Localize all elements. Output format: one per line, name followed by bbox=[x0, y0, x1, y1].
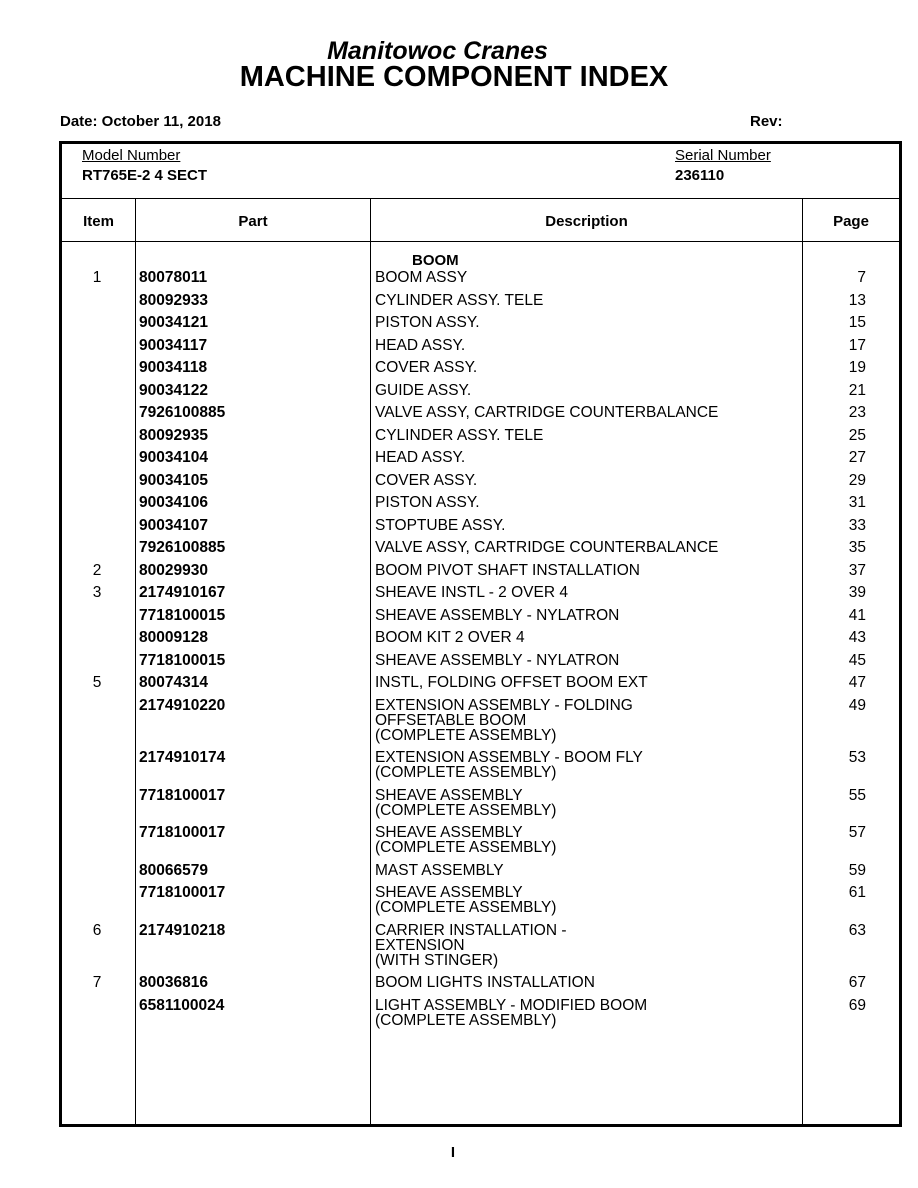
row-page-number: 33 bbox=[848, 516, 866, 534]
row-description-line: HEAD ASSY. bbox=[375, 336, 466, 354]
row-description-line: BOOM PIVOT SHAFT INSTALLATION bbox=[375, 561, 640, 579]
row-description bbox=[375, 405, 795, 420]
column-divider-description bbox=[802, 199, 803, 1124]
document-date: Date: October 11, 2018 bbox=[60, 113, 221, 130]
row-page-number: 41 bbox=[848, 606, 866, 624]
column-header-page: Page bbox=[833, 213, 869, 230]
row-description-line: OFFSETABLE BOOM bbox=[375, 711, 527, 729]
row-part-number: 80036816 bbox=[139, 974, 208, 991]
row-page-number: 23 bbox=[848, 404, 866, 421]
row-part-number: 2174910220 bbox=[139, 696, 226, 714]
row-description bbox=[375, 608, 795, 623]
header-separator bbox=[62, 241, 899, 242]
row-description-line: SHEAVE ASSEMBLY bbox=[375, 824, 523, 841]
row-description-line: (COMPLETE ASSEMBLY) bbox=[375, 726, 557, 744]
row-part-number: 90034105 bbox=[139, 471, 208, 489]
row-description-line: EXTENSION ASSEMBLY - FOLDING bbox=[375, 696, 633, 714]
row-page-number: 15 bbox=[848, 314, 866, 331]
row-description-line: LIGHT ASSEMBLY - MODIFIED BOOM bbox=[375, 996, 648, 1014]
row-description bbox=[375, 383, 795, 398]
row-description bbox=[375, 788, 795, 818]
row-part-number: 7718100015 bbox=[139, 651, 226, 669]
model-number-value: RT765E-2 4 SECT bbox=[82, 167, 208, 184]
row-description bbox=[375, 585, 795, 600]
row-description-line: VALVE ASSY, CARTRIDGE COUNTERBALANCE bbox=[375, 539, 719, 556]
row-page-number: 39 bbox=[848, 584, 866, 601]
company-title: Manitowoc Cranes bbox=[327, 37, 548, 65]
row-page-number: 69 bbox=[848, 996, 866, 1014]
row-part-number: 7926100885 bbox=[139, 539, 226, 556]
row-description-line: BOOM KIT 2 OVER 4 bbox=[375, 629, 525, 646]
row-description bbox=[375, 450, 795, 465]
row-description-line: MAST ASSEMBLY bbox=[375, 861, 504, 879]
row-page-number: 29 bbox=[848, 471, 866, 489]
row-page-number: 13 bbox=[848, 291, 866, 309]
row-page-number: 53 bbox=[848, 749, 866, 766]
row-description-line: (COMPLETE ASSEMBLY) bbox=[375, 801, 557, 819]
row-part-number: 80009128 bbox=[139, 629, 208, 646]
row-part-number: 90034107 bbox=[139, 516, 208, 534]
row-description bbox=[375, 315, 795, 330]
row-description bbox=[375, 360, 795, 375]
column-header-description: Description bbox=[545, 213, 628, 230]
row-description-line: CYLINDER ASSY. TELE bbox=[375, 291, 544, 309]
row-description-line: EXTENSION bbox=[375, 936, 465, 954]
row-description bbox=[375, 473, 795, 488]
row-page-number: 27 bbox=[848, 449, 866, 466]
row-part-number: 2174910218 bbox=[139, 921, 226, 939]
row-description-line: HEAD ASSY. bbox=[375, 449, 466, 466]
row-description-line: PISTON ASSY. bbox=[375, 494, 480, 511]
row-description-line: CYLINDER ASSY. TELE bbox=[375, 426, 544, 444]
row-description-line: SHEAVE ASSEMBLY bbox=[375, 884, 523, 901]
row-part-number: 2174910167 bbox=[139, 584, 226, 601]
row-description-line: SHEAVE ASSEMBLY bbox=[375, 786, 523, 804]
row-description bbox=[375, 495, 795, 510]
serial-number-value: 236110 bbox=[675, 167, 725, 184]
document-title: MACHINE COMPONENT INDEX bbox=[239, 61, 669, 93]
row-item-number: 3 bbox=[92, 584, 102, 601]
page-number: I bbox=[450, 1144, 456, 1161]
row-part-number: 7718100017 bbox=[139, 786, 226, 804]
row-part-number: 80074314 bbox=[139, 674, 208, 691]
row-description-line: COVER ASSY. bbox=[375, 359, 478, 376]
row-description-line: GUIDE ASSY. bbox=[375, 381, 472, 399]
row-description bbox=[375, 675, 795, 690]
row-part-number: 80092933 bbox=[139, 291, 208, 309]
row-item-number: 7 bbox=[92, 974, 102, 991]
column-header-item: Item bbox=[83, 213, 114, 230]
row-description-line: SHEAVE INSTL - 2 OVER 4 bbox=[375, 584, 568, 601]
row-page-number: 57 bbox=[848, 824, 866, 841]
row-description-line: SHEAVE ASSEMBLY - NYLATRON bbox=[375, 651, 620, 669]
row-description-line: (WITH STINGER) bbox=[375, 951, 499, 969]
row-page-number: 67 bbox=[848, 974, 866, 991]
row-description bbox=[375, 630, 795, 645]
row-description bbox=[375, 540, 795, 555]
row-part-number: 90034117 bbox=[139, 336, 208, 354]
row-page-number: 61 bbox=[848, 884, 866, 901]
row-page-number: 17 bbox=[848, 336, 866, 354]
row-part-number: 80066579 bbox=[139, 861, 208, 879]
row-description-line: (COMPLETE ASSEMBLY) bbox=[375, 899, 557, 916]
row-description bbox=[375, 825, 795, 855]
row-page-number: 35 bbox=[848, 539, 866, 556]
row-page-number: 25 bbox=[848, 426, 866, 444]
model-number-label: Model Number bbox=[82, 147, 181, 164]
row-part-number: 80078011 bbox=[139, 269, 208, 286]
row-description bbox=[375, 518, 795, 533]
row-page-number: 63 bbox=[848, 921, 866, 939]
row-description-line: COVER ASSY. bbox=[375, 471, 478, 489]
row-description bbox=[375, 293, 795, 308]
row-description-line: BOOM LIGHTS INSTALLATION bbox=[375, 974, 595, 991]
column-divider-part bbox=[370, 199, 371, 1124]
row-description bbox=[375, 270, 795, 285]
row-part-number: 6581100024 bbox=[139, 996, 225, 1014]
serial-number-label: Serial Number bbox=[675, 147, 771, 164]
row-part-number: 7718100017 bbox=[139, 884, 226, 901]
row-part-number: 90034118 bbox=[139, 359, 208, 376]
row-part-number: 90034122 bbox=[139, 381, 208, 399]
row-part-number: 80029930 bbox=[139, 561, 208, 579]
row-part-number: 7926100885 bbox=[139, 404, 226, 421]
row-page-number: 21 bbox=[848, 381, 866, 399]
row-page-number: 55 bbox=[848, 786, 866, 804]
row-description bbox=[375, 428, 795, 443]
row-description-line: BOOM ASSY bbox=[375, 269, 468, 286]
row-page-number: 49 bbox=[848, 696, 866, 714]
component-index-table bbox=[59, 141, 902, 1127]
row-description-line: (COMPLETE ASSEMBLY) bbox=[375, 839, 557, 856]
column-divider-item bbox=[135, 199, 136, 1124]
row-page-number: 47 bbox=[848, 674, 866, 691]
info-separator bbox=[62, 198, 899, 199]
column-header-part: Part bbox=[238, 213, 268, 230]
row-part-number: 90034106 bbox=[139, 494, 208, 511]
revision-label: Rev: bbox=[750, 113, 783, 130]
row-part-number: 80092935 bbox=[139, 426, 208, 444]
row-page-number: 37 bbox=[848, 561, 866, 579]
row-page-number: 31 bbox=[848, 494, 866, 511]
row-description bbox=[375, 885, 795, 915]
row-page-number: 59 bbox=[848, 861, 866, 879]
row-item-number: 6 bbox=[92, 921, 102, 939]
row-part-number: 90034121 bbox=[139, 314, 208, 331]
row-description bbox=[375, 563, 795, 578]
row-description-line: PISTON ASSY. bbox=[375, 314, 480, 331]
row-description bbox=[375, 975, 795, 990]
row-item-number: 2 bbox=[92, 561, 102, 579]
row-item-number: 1 bbox=[92, 269, 102, 286]
row-description bbox=[375, 923, 795, 968]
row-description bbox=[375, 863, 795, 878]
row-page-number: 19 bbox=[848, 359, 866, 376]
row-description bbox=[375, 698, 795, 743]
section-title: BOOM bbox=[412, 252, 459, 269]
row-part-number: 7718100017 bbox=[139, 824, 226, 841]
row-page-number: 45 bbox=[848, 651, 866, 669]
row-description-line: INSTL, FOLDING OFFSET BOOM EXT bbox=[375, 674, 648, 691]
row-description-line: STOPTUBE ASSY. bbox=[375, 516, 506, 534]
row-part-number: 90034104 bbox=[139, 449, 208, 466]
row-description-line: SHEAVE ASSEMBLY - NYLATRON bbox=[375, 606, 620, 624]
row-page-number: 43 bbox=[848, 629, 866, 646]
row-description bbox=[375, 653, 795, 668]
row-description-line: (COMPLETE ASSEMBLY) bbox=[375, 764, 557, 781]
row-description bbox=[375, 338, 795, 353]
row-description-line: EXTENSION ASSEMBLY - BOOM FLY bbox=[375, 749, 643, 766]
row-description-line: VALVE ASSY, CARTRIDGE COUNTERBALANCE bbox=[375, 404, 719, 421]
row-description-line: CARRIER INSTALLATION - bbox=[375, 921, 567, 939]
row-page-number: 7 bbox=[857, 269, 866, 286]
row-part-number: 2174910174 bbox=[139, 749, 226, 766]
row-item-number: 5 bbox=[92, 674, 102, 691]
row-description bbox=[375, 998, 795, 1028]
row-description-line: (COMPLETE ASSEMBLY) bbox=[375, 1011, 557, 1029]
row-part-number: 7718100015 bbox=[139, 606, 226, 624]
row-description bbox=[375, 750, 795, 780]
